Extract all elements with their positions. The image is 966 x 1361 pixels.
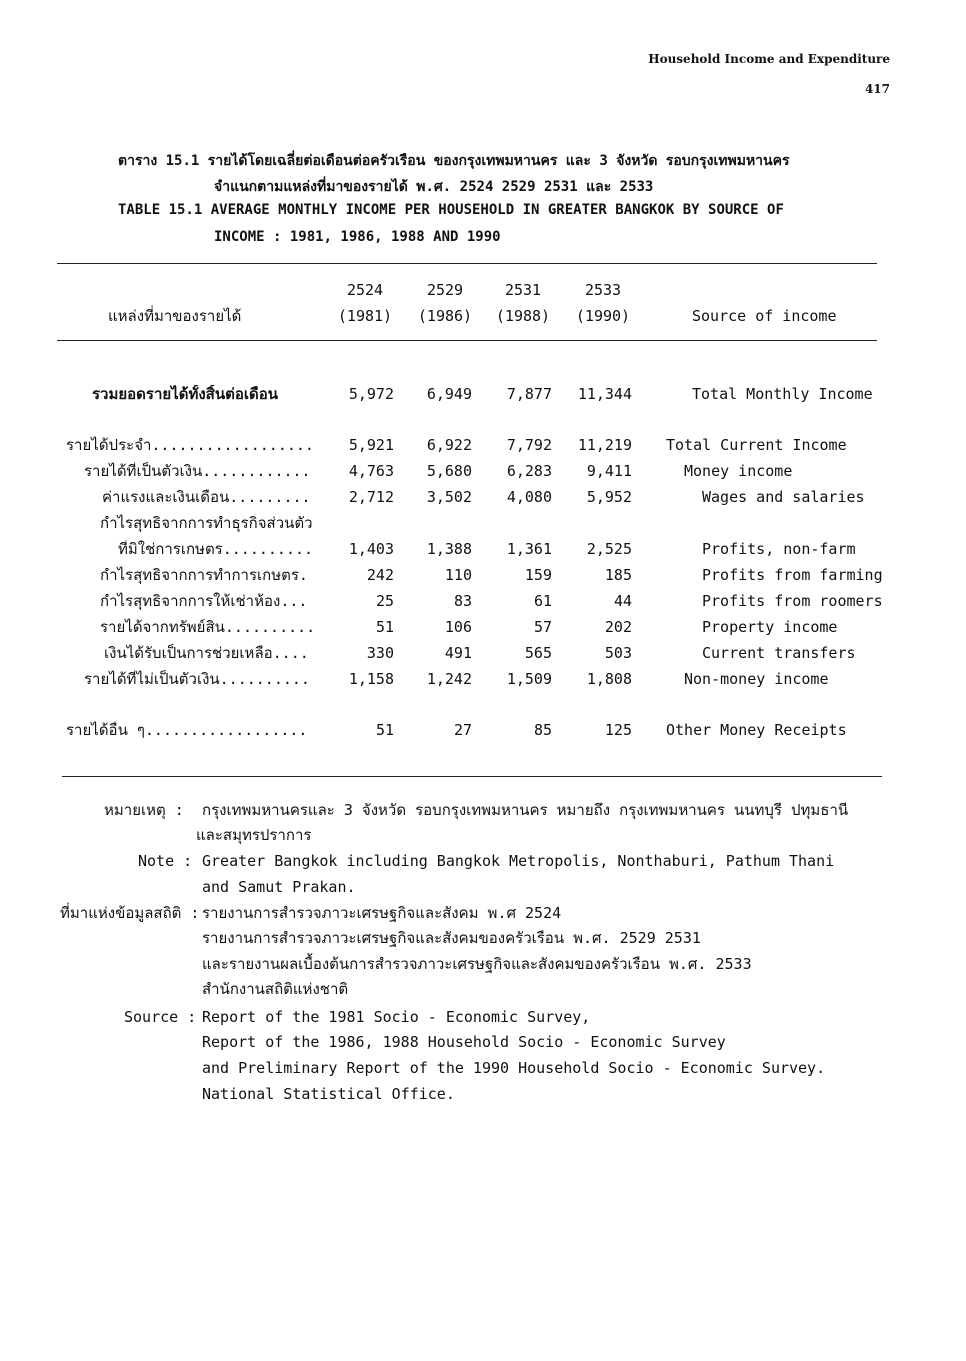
cell-1986: 27: [453, 721, 472, 739]
cell-1981: 1,158: [348, 670, 394, 688]
cell-1990: 2,525: [586, 540, 632, 558]
row-label-thai: กำไรสุทธิจากการทำการเกษตร.: [100, 566, 308, 584]
cell-1981: 5,972: [348, 385, 394, 403]
cell-1990: 185: [604, 566, 632, 584]
caption-english-line-1: TABLE 15.1 AVERAGE MONTHLY INCOME PER HOUSEHOLD IN GREATER BANGKOK BY SOURCE OF: [118, 202, 784, 218]
year-ce-1990: (1990): [575, 307, 631, 325]
cell-1990: 202: [604, 618, 632, 636]
cell-1988: 57: [533, 618, 552, 636]
thai-note-line-1: กรุงเทพมหานครและ 3 จังหวัด รอบกรุงเทพมหานคร หมายถึง กรุงเทพมหานคร นนทบุรี ปทุมธานี: [202, 801, 849, 819]
table-header-rule: [57, 340, 877, 341]
source-line-1: Report of the 1981 Socio - Economic Survey,: [202, 1008, 591, 1026]
thai-note-line-2: และสมุทรปราการ: [196, 826, 312, 844]
source-line-4: National Statistical Office.: [202, 1085, 455, 1103]
cell-1986: 3,502: [426, 488, 472, 506]
cell-1981: 51: [375, 721, 394, 739]
cell-1986: 6,922: [426, 436, 472, 454]
cell-1990: 1,808: [586, 670, 632, 688]
source-line-3: and Preliminary Report of the 1990 Household Socio - Economic Survey.: [202, 1059, 826, 1077]
cell-1990: 125: [604, 721, 632, 739]
year-be-1990: 2533: [584, 281, 622, 299]
source-line-2: Report of the 1986, 1988 Household Socio - Economic Survey: [202, 1033, 726, 1051]
cell-1981: 25: [375, 592, 394, 610]
cell-1990: 11,344: [577, 385, 632, 403]
row-label-english: Total Monthly Income: [692, 385, 873, 403]
row-label-english: Total Current Income: [666, 436, 847, 454]
row-label-english: Other Money Receipts: [666, 721, 847, 739]
cell-1986: 1,242: [426, 670, 472, 688]
cell-1986: 83: [453, 592, 472, 610]
cell-1981: 2,712: [348, 488, 394, 506]
cell-1981: 4,763: [348, 462, 394, 480]
year-ce-1988: (1988): [495, 307, 551, 325]
cell-1981: 51: [375, 618, 394, 636]
cell-1986: 491: [444, 644, 472, 662]
cell-1981: 330: [366, 644, 394, 662]
row-label-thai: กำไรสุทธิจากการให้เช่าห้อง...: [100, 592, 308, 610]
row-label-english: Property income: [702, 618, 838, 636]
cell-1988: 1,509: [506, 670, 552, 688]
row-label-thai: รายได้อื่น ๆ..................: [66, 721, 308, 739]
thai-source-line-1: รายงานการสำรวจภาวะเศรษฐกิจและสังคม พ.ศ 2524: [202, 904, 562, 922]
thai-source-line-2: รายงานการสำรวจภาวะเศรษฐกิจและสังคมของครัวเรือน พ.ศ. 2529 2531: [202, 929, 701, 947]
cell-1988: 7,792: [506, 436, 552, 454]
cell-1986: 1,388: [426, 540, 472, 558]
row-label-thai: รายได้จากทรัพย์สิน..........: [100, 618, 316, 636]
year-be-1988: 2531: [504, 281, 542, 299]
caption-thai-line-1: ตาราง 15.1 รายได้โดยเฉลี่ยต่อเดือนต่อครัวเรือน ของกรุงเทพมหานคร และ 3 จังหวัด รอบกรุงเทพมหานคร: [118, 153, 790, 169]
row-label-thai: กำไรสุทธิจากการทำธุรกิจส่วนตัว: [100, 514, 313, 532]
table-top-rule: [57, 263, 877, 264]
thai-column-header: แหล่งที่มาของรายได้: [108, 307, 242, 325]
cell-1988: 159: [524, 566, 552, 584]
thai-source-line-3: และรายงานผลเบื้องต้นการสำรวจภาวะเศรษฐกิจและสังคมของครัวเรือน พ.ศ. 2533: [202, 955, 752, 973]
note-line-2: and Samut Prakan.: [202, 878, 356, 896]
cell-1988: 4,080: [506, 488, 552, 506]
row-label-english: Wages and salaries: [702, 488, 865, 506]
row-label-english: Non-money income: [684, 670, 829, 688]
page-number: 417: [864, 82, 890, 96]
cell-1981: 242: [366, 566, 394, 584]
caption-thai-line-2: จำแนกตามแหล่งที่มาของรายได้ พ.ศ. 2524 2529 2531 และ 2533: [214, 179, 654, 195]
year-ce-1981: (1981): [337, 307, 393, 325]
cell-1988: 565: [524, 644, 552, 662]
row-label-thai: รายได้ที่ไม่เป็นตัวเงิน..........: [84, 670, 310, 688]
cell-1988: 1,361: [506, 540, 552, 558]
cell-1988: 85: [533, 721, 552, 739]
year-ce-1986: (1986): [417, 307, 473, 325]
cell-1986: 6,949: [426, 385, 472, 403]
table-bottom-rule: [62, 776, 882, 777]
cell-1986: 5,680: [426, 462, 472, 480]
year-be-1986: 2529: [426, 281, 464, 299]
cell-1981: 5,921: [348, 436, 394, 454]
caption-english-line-2: INCOME : 1981, 1986, 1988 AND 1990: [214, 229, 501, 245]
source-label: Source :: [124, 1008, 197, 1026]
year-be-1981: 2524: [346, 281, 384, 299]
row-label-thai: เงินได้รับเป็นการช่วยเหลือ....: [104, 644, 309, 662]
row-label-english: Profits from farming: [702, 566, 883, 584]
row-label-english: Money income: [684, 462, 793, 480]
cell-1986: 106: [444, 618, 472, 636]
cell-1988: 61: [533, 592, 552, 610]
cell-1986: 110: [444, 566, 472, 584]
running-header-title: Household Income and Expenditure: [648, 52, 890, 66]
row-label-thai: รายได้ที่เป็นตัวเงิน............: [84, 462, 311, 480]
thai-source-line-4: สำนักงานสถิติแห่งชาติ: [202, 980, 349, 998]
cell-1990: 5,952: [586, 488, 632, 506]
note-line-1: Greater Bangkok including Bangkok Metropolis, Nonthaburi, Pathum Thani: [202, 852, 835, 870]
row-label-english: Profits, non-farm: [702, 540, 856, 558]
row-label-thai: ค่าแรงและเงินเดือน.........: [102, 488, 311, 506]
row-label-english: Current transfers: [702, 644, 856, 662]
english-column-header: Source of income: [692, 307, 837, 325]
row-label-thai: รายได้ประจำ..................: [66, 436, 314, 454]
note-label: Note :: [138, 852, 193, 870]
thai-source-label: ที่มาแห่งข้อมูลสถิติ :: [60, 904, 200, 922]
cell-1990: 9,411: [586, 462, 632, 480]
cell-1981: 1,403: [348, 540, 394, 558]
thai-note-label: หมายเหตุ :: [104, 801, 184, 819]
cell-1988: 7,877: [506, 385, 552, 403]
cell-1990: 503: [604, 644, 632, 662]
row-label-thai: ที่มิใช่การเกษตร..........: [118, 540, 314, 558]
row-label-english: Profits from roomers: [702, 592, 883, 610]
row-label-thai: รวมยอดรายได้ทั้งสิ้นต่อเดือน: [92, 385, 278, 403]
cell-1990: 11,219: [577, 436, 632, 454]
cell-1990: 44: [613, 592, 632, 610]
cell-1988: 6,283: [506, 462, 552, 480]
